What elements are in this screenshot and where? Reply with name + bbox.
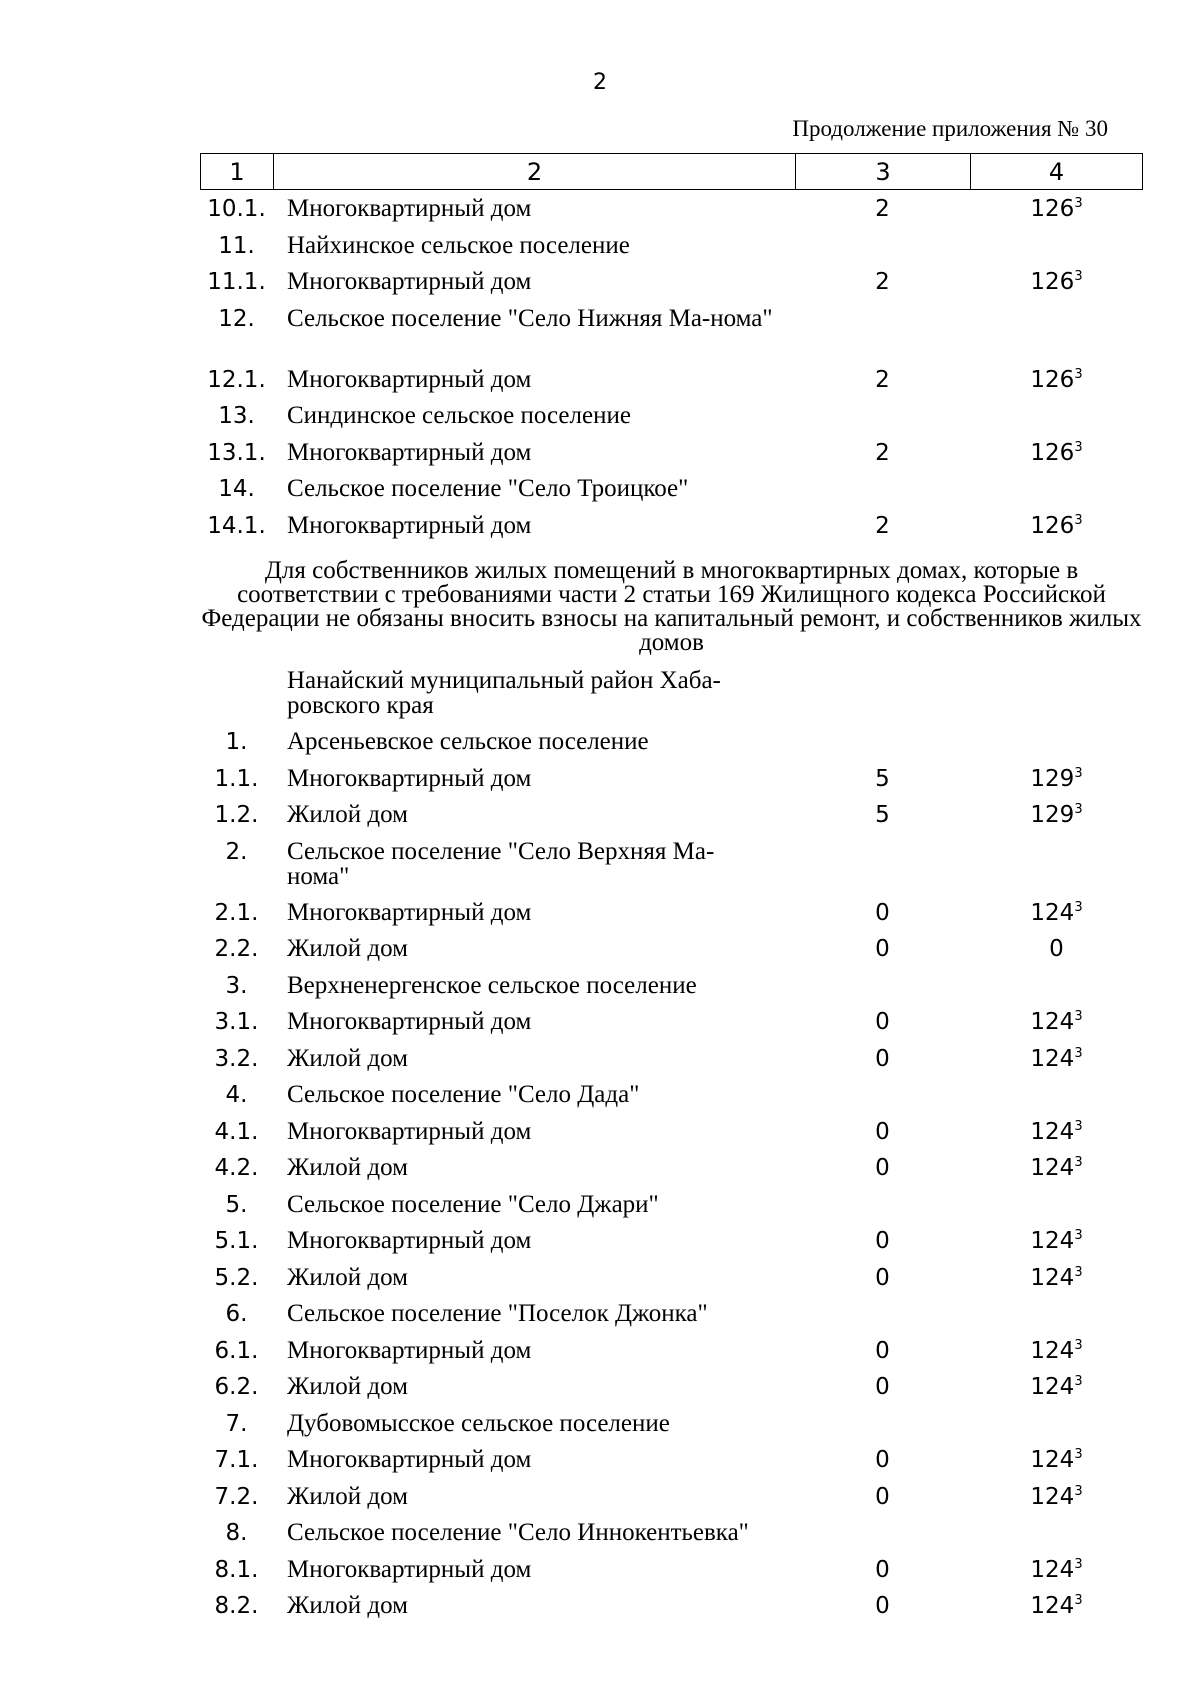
row-name: Многоквартирный дом (287, 438, 532, 466)
row-value-col4-number: 124 (1030, 1228, 1075, 1254)
row-name: Жилой дом (287, 1482, 408, 1510)
page-number: 2 (593, 70, 607, 95)
row-value-col4-number: 124 (1030, 899, 1075, 926)
table-row (200, 476, 1143, 513)
table-row (200, 306, 1143, 367)
row-value-col3: 2 (875, 269, 890, 295)
row-value-col4 (970, 1046, 1143, 1072)
row-number: 6. (225, 1301, 248, 1327)
footnote-marker: 3 (1074, 765, 1083, 781)
table-row (200, 1301, 1143, 1338)
table-row (200, 1009, 1143, 1046)
row-value-col4-number: 126 (1030, 512, 1075, 539)
row-value-col4 (970, 196, 1143, 222)
row-value-col3: 0 (875, 1155, 890, 1181)
row-value-col4-number: 126 (1030, 269, 1075, 295)
row-number: 8. (225, 1520, 248, 1546)
row-number: 6.1. (214, 1337, 259, 1364)
row-name: Верхненергенское сельское поселение (287, 971, 697, 999)
row-name: Многоквартирный дом (287, 1008, 532, 1035)
row-value-col4 (970, 367, 1143, 393)
table-row (200, 269, 1143, 306)
table-row (200, 1265, 1143, 1302)
row-number: 4.2. (214, 1155, 259, 1181)
row-value-col4-number: 124 (1030, 1447, 1075, 1473)
row-number: 14.1. (207, 512, 266, 539)
table-row (200, 1593, 1143, 1630)
row-number: 1. (225, 729, 248, 755)
row-number: 7.1. (214, 1447, 259, 1473)
row-value-col4 (970, 1374, 1143, 1400)
row-value-col4 (970, 513, 1143, 539)
row-name: Найхинское сельское поселение (287, 231, 630, 259)
row-number: 4. (225, 1082, 248, 1108)
footnote-marker: 3 (1074, 196, 1083, 211)
row-number: 14. (218, 476, 255, 502)
row-number: 6.2. (214, 1374, 259, 1400)
table-row (200, 973, 1143, 1010)
row-value-col4-number: 126 (1030, 196, 1075, 222)
row-name: Многоквартирный дом (287, 1227, 532, 1254)
row-name: Сельское поселение "Поселок Джонка" (287, 1300, 708, 1327)
row-number: 3.1. (214, 1009, 259, 1035)
row-value-col4-number: 129 (1030, 802, 1075, 828)
row-number: 2. (225, 838, 248, 865)
table-row (200, 1046, 1143, 1083)
row-name: Многоквартирный дом (287, 511, 532, 539)
row-name: Многоквартирный дом (287, 365, 532, 393)
row-value-col4 (970, 1338, 1143, 1364)
row-value-col3: 0 (875, 936, 890, 962)
row-number: 13. (218, 403, 255, 429)
row-value-col4 (970, 1447, 1143, 1473)
table-row (200, 1374, 1143, 1411)
row-number: 12. (218, 305, 255, 332)
row-number: 1.2. (214, 802, 259, 828)
row-name: Многоквартирный дом (287, 1555, 532, 1583)
row-value-col4-number: 124 (1030, 1337, 1075, 1364)
table-row (200, 1520, 1143, 1557)
row-value-col3: 0 (875, 1264, 890, 1291)
table-row (200, 729, 1143, 766)
row-value-col4 (970, 936, 1143, 962)
row-name: Многоквартирный дом (287, 1336, 532, 1364)
row-value-col4-number: 126 (1030, 366, 1075, 393)
footnote-marker: 3 (1074, 1045, 1083, 1061)
row-name: Арсеньевское сельское поселение (287, 728, 649, 755)
table-row (200, 403, 1143, 440)
header-col-3: 3 (796, 154, 971, 189)
row-name: Сельское поселение "Село Верхняя Ма-нома" (287, 837, 715, 890)
row-value-col3: 0 (875, 1374, 890, 1400)
footnote-marker: 3 (1074, 802, 1083, 817)
table-row (200, 1192, 1143, 1229)
row-name: Сельское поселение "Село Иннокентьевка" (287, 1519, 749, 1546)
table-row (200, 1228, 1143, 1265)
table-body-bottom (200, 668, 1143, 1630)
table-row (200, 513, 1143, 550)
row-name: Жилой дом (287, 1592, 408, 1619)
row-name: Сельское поселение "Село Дада" (287, 1081, 640, 1108)
footnote-marker: 3 (1074, 1118, 1083, 1134)
row-number: 3.2. (214, 1045, 259, 1072)
row-value-col4 (970, 440, 1143, 466)
footnote-marker: 3 (1074, 1155, 1083, 1170)
row-value-col4-number: 124 (1030, 1264, 1075, 1291)
table-row (200, 367, 1143, 404)
row-name: Многоквартирный дом (287, 898, 532, 926)
row-number: 13.1. (207, 439, 266, 466)
row-value-col3: 0 (875, 1009, 890, 1035)
footnote-marker: 3 (1074, 1593, 1083, 1608)
table-row (200, 440, 1143, 477)
row-number: 5.1. (214, 1228, 259, 1254)
row-name: Жилой дом (287, 1044, 408, 1072)
row-value-col4 (970, 269, 1143, 295)
row-value-col4-number: 124 (1030, 1483, 1075, 1510)
row-value-col3: 2 (875, 196, 890, 222)
row-value-col4-number: 124 (1030, 1155, 1075, 1181)
row-name: Синдинское сельское поселение (287, 402, 631, 429)
table-row (200, 1411, 1143, 1448)
table-row (200, 839, 1143, 900)
row-name: Многоквартирный дом (287, 1117, 532, 1145)
footnote-marker: 3 (1074, 1264, 1083, 1280)
row-value-col3: 2 (875, 439, 890, 466)
row-number: 2.2. (214, 936, 259, 962)
row-name: Многоквартирный дом (287, 268, 532, 295)
row-name: Сельское поселение "Село Троицкое" (287, 475, 689, 502)
row-value-col3: 5 (875, 802, 890, 828)
row-number: 5.2. (214, 1264, 259, 1291)
header-col-1: 1 (201, 154, 274, 189)
row-value-col4 (970, 1228, 1143, 1254)
footnote-marker: 3 (1074, 1009, 1083, 1024)
header-col-4: 4 (1048, 157, 1065, 186)
table-row (200, 1119, 1143, 1156)
row-number: 2.1. (214, 899, 259, 926)
row-name: Дубовомысское сельское поселение (287, 1409, 670, 1437)
row-number: 12.1. (207, 366, 266, 393)
footnote-marker: 3 (1074, 439, 1083, 455)
row-value-col3: 0 (875, 1447, 890, 1473)
row-value-col4-number: 126 (1030, 439, 1075, 466)
row-value-col4 (970, 1009, 1143, 1035)
footnote-marker: 3 (1074, 899, 1083, 915)
footnote-marker: 3 (1074, 512, 1083, 528)
row-value-col4 (970, 1593, 1143, 1619)
footnote-marker: 3 (1074, 1556, 1083, 1572)
table-row (200, 233, 1143, 270)
row-name: Жилой дом (287, 1373, 408, 1400)
row-value-col3: 0 (875, 1483, 890, 1510)
table-row (200, 766, 1143, 803)
row-value-col4-number: 124 (1030, 1556, 1075, 1583)
row-name: Сельское поселение "Село Нижняя Ма-нома" (287, 304, 773, 332)
row-number: 8.1. (214, 1556, 259, 1583)
footnote-marker: 3 (1074, 1483, 1083, 1499)
row-value-col3: 0 (875, 1556, 890, 1583)
row-name: Сельское поселение "Село Джари" (287, 1190, 659, 1218)
footnote-marker: 3 (1074, 1228, 1083, 1243)
table-row (200, 668, 1143, 729)
row-value-col4 (970, 1265, 1143, 1291)
footnote-marker: 3 (1074, 269, 1083, 284)
table-row (200, 900, 1143, 937)
row-value-col3: 5 (875, 765, 890, 792)
row-value-col4 (970, 1484, 1143, 1510)
row-name: Многоквартирный дом (287, 764, 532, 792)
row-value-col4 (970, 1155, 1143, 1181)
row-value-col3: 0 (875, 899, 890, 926)
row-name: Жилой дом (287, 935, 408, 962)
footnote-marker: 3 (1074, 1447, 1083, 1462)
table-row (200, 1338, 1143, 1375)
row-value-col3: 0 (875, 1045, 890, 1072)
row-name: Жилой дом (287, 1154, 408, 1181)
table-row (200, 1447, 1143, 1484)
section-note: Для собственников жилых помещений в многоквартирных домах, которые в соответствии с требованиями части 2 статьи 169 Жилищного кодекса Российской Федерации не обязаны вносить взносы на капитальный ремонт, и собственников жилых домов (201, 557, 1142, 656)
row-value-col3: 2 (875, 366, 890, 393)
row-value-col4-number: 124 (1030, 1593, 1075, 1619)
row-number: 7. (225, 1410, 248, 1437)
table-row (200, 1082, 1143, 1119)
row-number: 10.1. (207, 196, 266, 222)
row-name: Нанайский муниципальный район Хаба-ровского края (287, 667, 721, 719)
row-value-col4-number: 124 (1030, 1009, 1075, 1035)
footnote-marker: 3 (1074, 366, 1083, 382)
table-row (200, 936, 1143, 973)
row-number: 3. (225, 972, 248, 999)
row-name: Многоквартирный дом (287, 1446, 532, 1473)
row-value-col3: 0 (875, 1228, 890, 1254)
row-name: Жилой дом (287, 801, 408, 828)
row-value-col4-number: 129 (1030, 765, 1075, 792)
row-value-col4-number: 124 (1030, 1118, 1075, 1145)
row-value-col3: 0 (875, 1337, 890, 1364)
table-row (200, 802, 1143, 839)
row-value-col3: 2 (875, 512, 890, 539)
row-number: 7.2. (214, 1483, 259, 1510)
row-value-col4 (970, 766, 1143, 792)
row-number: 8.2. (214, 1593, 259, 1619)
table-row (200, 1557, 1143, 1594)
row-number: 5. (225, 1191, 248, 1218)
row-value-col4 (970, 1557, 1143, 1583)
table-row (200, 196, 1143, 233)
row-value-col4 (970, 1119, 1143, 1145)
row-value-col4-number: 124 (1030, 1045, 1075, 1072)
row-value-col3: 0 (875, 1593, 890, 1619)
continuation-label: Продолжение приложения № 30 (792, 116, 1108, 141)
row-name: Многоквартирный дом (287, 195, 532, 222)
row-value-col4-number: 124 (1030, 1374, 1075, 1400)
row-number: 11. (218, 232, 255, 259)
row-number: 4.1. (214, 1118, 259, 1145)
row-name: Жилой дом (287, 1263, 408, 1291)
footnote-marker: 3 (1074, 1374, 1083, 1389)
header-col-2: 2 (274, 154, 796, 189)
row-value-col4 (970, 900, 1143, 926)
footnote-marker: 3 (1074, 1337, 1083, 1353)
row-value-col4 (970, 802, 1143, 828)
table-row (200, 1484, 1143, 1521)
table-body-top (200, 196, 1143, 549)
row-number: 1.1. (214, 765, 259, 792)
row-value-col3: 0 (875, 1118, 890, 1145)
row-number: 11.1. (207, 269, 266, 295)
table-header (200, 153, 1143, 190)
table-row (200, 1155, 1143, 1192)
row-value-col4-number: 0 (1049, 936, 1064, 962)
